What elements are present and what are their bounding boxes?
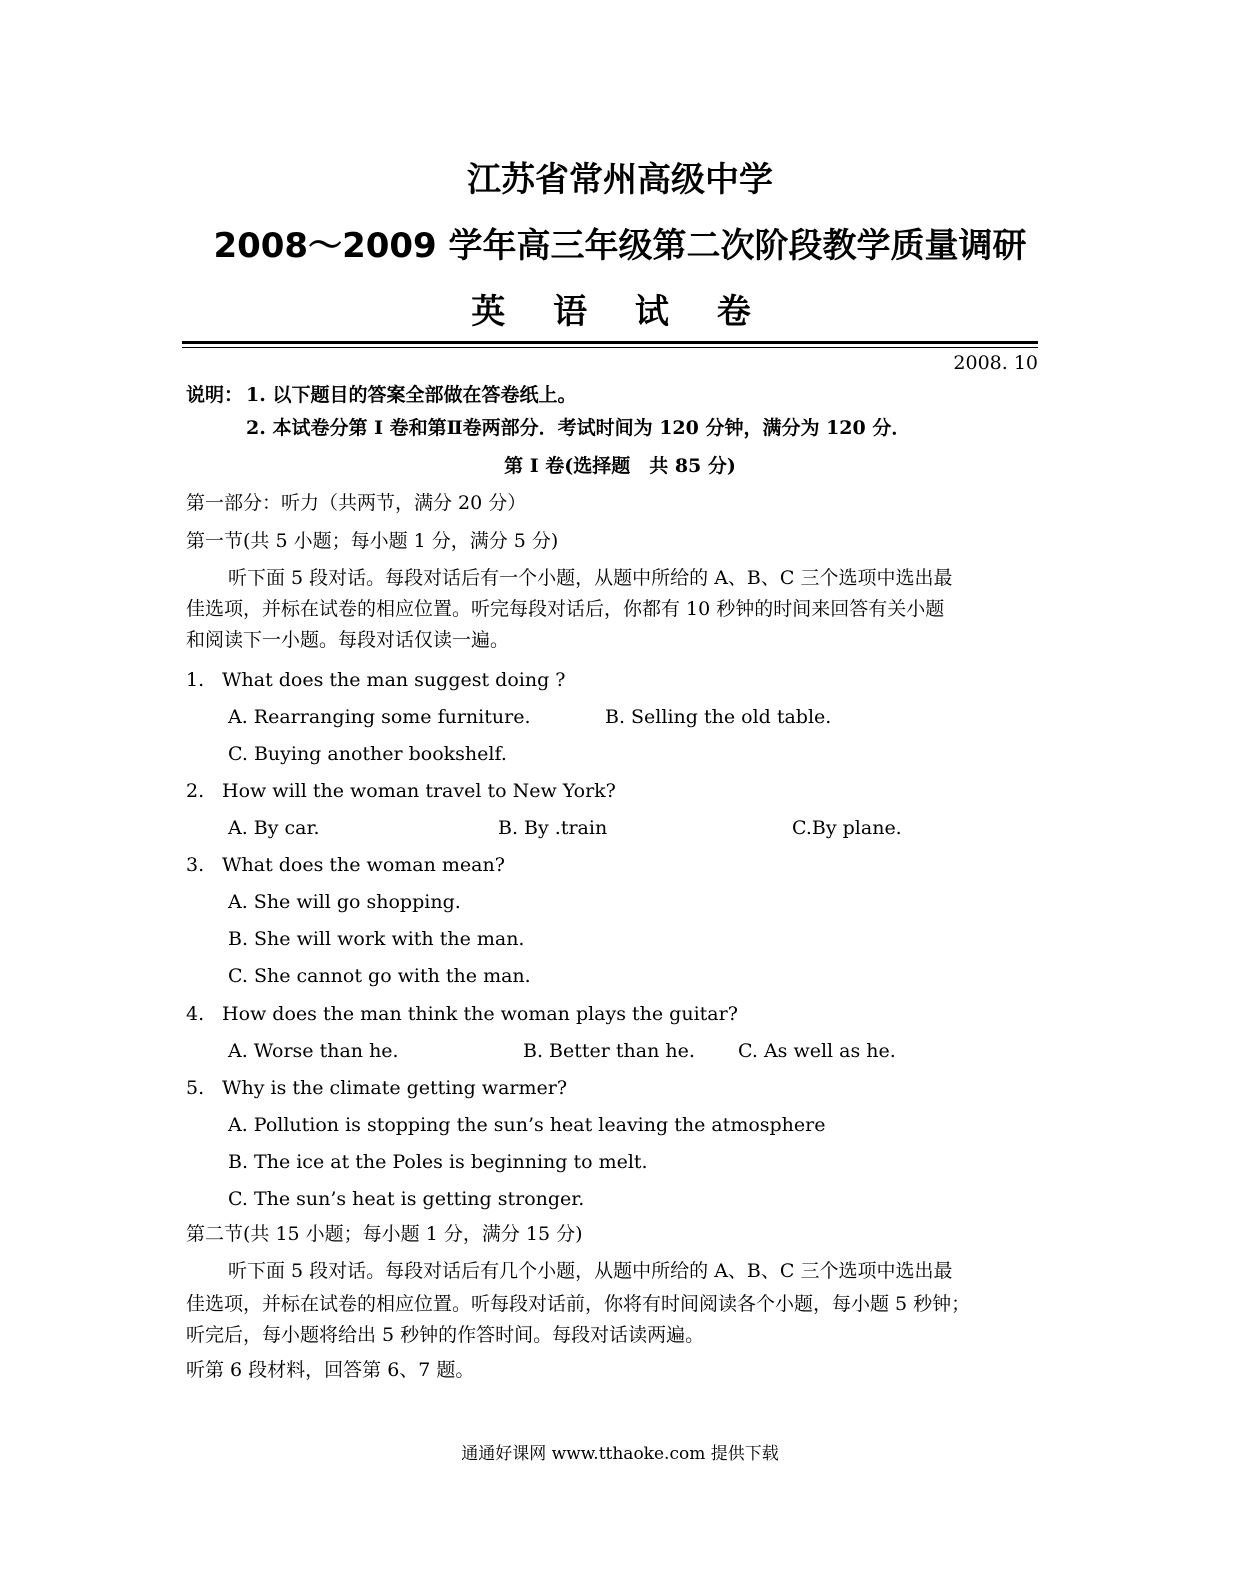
- question-text: How will the woman travel to New York?: [222, 780, 616, 802]
- material-instruction: 听第 6 段材料，回答第 6、7 题。: [186, 1359, 475, 1381]
- question-number: 5.: [186, 1077, 205, 1099]
- option-c: C. As well as he.: [738, 1040, 896, 1062]
- section2-title: 第二节(共 15 小题；每小题 1 分，满分 15 分): [186, 1223, 583, 1245]
- section2-directions-line: 佳选项，并标在试卷的相应位置。听每段对话前，你将有时间阅读各个小题，每小题 5 秒钟；: [186, 1293, 971, 1315]
- question-text: How does the man think the woman plays the guitar?: [222, 1003, 738, 1025]
- question-number: 1.: [186, 669, 205, 691]
- exam-title: 2008～2009 学年高三年级第二次阶段教学质量调研: [213, 226, 1027, 266]
- question-text: Why is the climate getting warmer?: [222, 1077, 568, 1099]
- option-c: C. She cannot go with the man.: [228, 965, 531, 987]
- option-b: B. Better than he.: [523, 1040, 695, 1062]
- question-number: 4.: [186, 1003, 205, 1025]
- header-rule-thin: [182, 347, 1038, 348]
- section1-title: 第一节(共 5 小题；每小题 1 分，满分 5 分): [186, 530, 559, 552]
- section1-directions-line: 佳选项，并标在试卷的相应位置。听完每段对话后，你都有 10 秒钟的时间来回答有关小题: [186, 598, 945, 620]
- option-b: B. She will work with the man.: [228, 928, 525, 950]
- option-a: A. She will go shopping.: [228, 891, 461, 913]
- option-b: B. By .train: [498, 817, 608, 839]
- header-rule-thick: [182, 341, 1038, 344]
- question-text: What does the man suggest doing ?: [222, 669, 566, 691]
- exam-date: 2008. 10: [953, 352, 1038, 374]
- volume-title: 第 I 卷(选择题 共 85 分): [504, 455, 736, 477]
- section2-directions-line: 听完后，每小题将给出 5 秒钟的作答时间。每段对话读两遍。: [186, 1324, 705, 1346]
- instruction-item-1: 1. 以下题目的答案全部做在答卷纸上。: [246, 384, 577, 406]
- part1-title: 第一部分：听力（共两节，满分 20 分）: [186, 492, 527, 514]
- option-b: B. The ice at the Poles is beginning to melt.: [228, 1151, 648, 1173]
- question-number: 2.: [186, 780, 205, 802]
- option-b: B. Selling the old table.: [605, 706, 832, 728]
- question-text: What does the woman mean?: [222, 854, 505, 876]
- section1-directions-line: 和阅读下一小题。每段对话仅读一遍。: [186, 629, 510, 651]
- option-a: A. Worse than he.: [228, 1040, 399, 1062]
- question-number: 3.: [186, 854, 205, 876]
- option-c: C. Buying another bookshelf.: [228, 743, 507, 765]
- option-a: A. Rearranging some furniture.: [228, 706, 531, 728]
- page-footer: 通通好课网 www.tthaoke.com 提供下载: [461, 1444, 779, 1464]
- option-a: A. Pollution is stopping the sun’s heat leaving the atmosphere: [228, 1114, 826, 1136]
- option-c: C.By plane.: [792, 817, 902, 839]
- school-title: 江苏省常州高级中学: [467, 160, 773, 200]
- section2-directions-line: 听下面 5 段对话。每段对话后有几个小题，从题中所给的 A、B、C 三个选项中选出最: [228, 1260, 953, 1282]
- option-c: C. The sun’s heat is getting stronger.: [228, 1188, 585, 1210]
- option-a: A. By car.: [228, 817, 320, 839]
- instruction-item-2: 2. 本试卷分第 I 卷和第Ⅱ卷两部分．考试时间为 120 分钟，满分为 120 分．: [246, 417, 911, 439]
- instructions-label: 说明：: [186, 384, 244, 406]
- section1-directions-line: 听下面 5 段对话。每段对话后有一个小题，从题中所给的 A、B、C 三个选项中选出最: [228, 567, 953, 589]
- subject-title: 英 语 试 卷: [471, 292, 769, 332]
